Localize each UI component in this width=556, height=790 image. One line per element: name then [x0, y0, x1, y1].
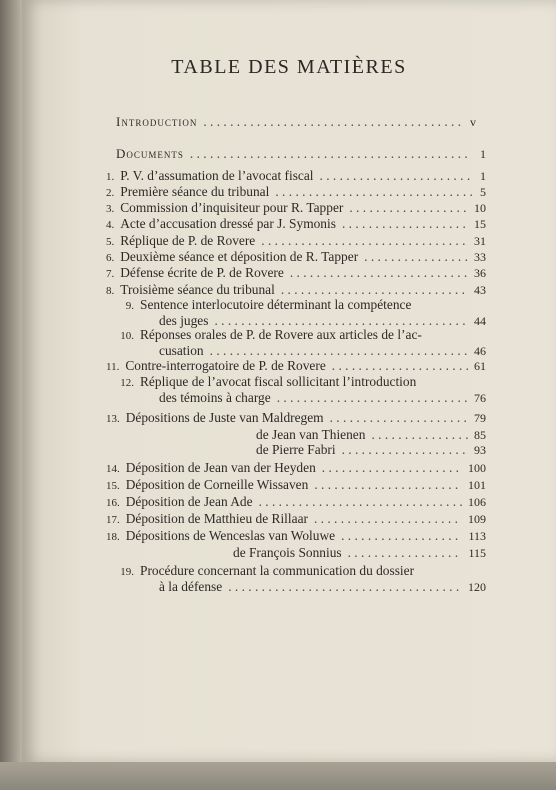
toc-label: Déposition de Jean van der Heyden	[125, 460, 316, 475]
toc-row	[106, 374, 486, 390]
toc-number: 5.	[106, 236, 115, 248]
toc-row	[106, 327, 486, 343]
toc-page: 106	[468, 495, 486, 509]
toc-row	[106, 233, 486, 249]
toc-label: Première séance du tribunal	[120, 184, 270, 199]
leader-dots	[341, 528, 462, 544]
leader-dots	[290, 265, 468, 281]
toc-row	[106, 410, 486, 426]
leader-dots	[349, 200, 468, 216]
toc-number: 15.	[106, 480, 120, 492]
toc-row	[106, 511, 486, 527]
toc-label: Déposition de Matthieu de Rillaar	[125, 511, 308, 526]
toc-number: 1.	[106, 171, 115, 183]
toc-row	[106, 528, 486, 544]
toc-label-continuation: des juges	[159, 313, 209, 328]
toc-label-continuation: cusation	[159, 343, 204, 358]
toc-page: 15	[474, 217, 486, 231]
toc-number: 11.	[106, 361, 120, 373]
toc-page: 10	[474, 201, 486, 215]
toc-number: 16.	[106, 497, 120, 509]
toc-number: 4.	[106, 219, 115, 231]
toc-row	[106, 563, 486, 579]
toc-row	[106, 282, 486, 298]
toc-row	[256, 427, 486, 443]
leader-dots	[203, 114, 462, 130]
toc-row-continuation	[159, 343, 486, 359]
leader-dots	[342, 442, 468, 458]
leader-dots	[320, 168, 474, 184]
toc-page: 1	[480, 147, 486, 161]
table-surface	[0, 762, 556, 790]
leader-dots	[275, 184, 474, 200]
toc-number: 6.	[106, 252, 115, 264]
toc-page: 101	[468, 478, 486, 492]
leader-dots	[281, 282, 468, 298]
toc-row-continuation	[159, 579, 486, 595]
toc-label: P. V. d’assumation de l’avocat fiscal	[120, 168, 314, 183]
toc-row	[256, 442, 486, 458]
toc-label: Sentence interlocutoire déterminant la compétence	[140, 297, 412, 312]
toc-number: 19.	[120, 566, 134, 578]
toc-row	[233, 545, 486, 561]
toc-label: Déposition de Corneille Wissaven	[125, 477, 309, 492]
toc-page: 85	[474, 428, 486, 442]
toc-row	[106, 265, 486, 281]
toc-label: Dépositions de Wenceslas van Woluwe	[125, 528, 336, 543]
toc-number: 2.	[106, 187, 115, 199]
toc-number: 13.	[106, 413, 120, 425]
toc-page: 113	[468, 529, 486, 543]
toc-label: de Jean van Thienen	[256, 427, 366, 442]
toc-page: 43	[474, 283, 486, 297]
toc-page: 33	[474, 250, 486, 264]
leader-dots	[371, 427, 468, 443]
toc-label: Documents	[116, 146, 184, 161]
leader-dots	[322, 460, 462, 476]
toc-label: Défense écrite de P. de Rovere	[120, 265, 284, 280]
leader-dots	[348, 545, 463, 561]
leader-dots	[190, 146, 472, 162]
toc-row	[106, 477, 486, 493]
toc-label: Deuxième séance et déposition de R. Tapper	[120, 249, 359, 264]
leader-dots	[314, 477, 462, 493]
toc-label: Troisième séance du tribunal	[120, 282, 275, 297]
toc-page: 1	[480, 169, 486, 183]
leader-dots	[261, 233, 468, 249]
toc-row-continuation	[159, 390, 486, 406]
toc-row	[106, 249, 486, 265]
toc-label: Déposition de Jean Ade	[125, 494, 253, 509]
toc-row	[106, 168, 486, 184]
toc-row-documents	[116, 146, 486, 162]
toc-number: 8.	[106, 285, 115, 297]
toc-page: v	[470, 115, 476, 129]
toc-label: Réponses orales de P. de Rovere aux articles de l’ac-	[140, 327, 422, 342]
book-spine	[0, 0, 22, 790]
leader-dots	[342, 216, 468, 232]
leader-dots	[210, 343, 468, 359]
toc-number: 3.	[106, 203, 115, 215]
toc-row-introduction	[116, 114, 476, 130]
toc-number: 14.	[106, 463, 120, 475]
toc-page: 31	[474, 234, 486, 248]
leader-dots	[259, 494, 462, 510]
toc-row	[106, 358, 486, 374]
toc-page: 109	[468, 512, 486, 526]
toc-label: Contre-interrogatoire de P. de Rovere	[125, 358, 326, 373]
toc-label: Acte d’accusation dressé par J. Symonis	[120, 216, 336, 231]
toc-row	[106, 184, 486, 200]
toc-page: 93	[474, 443, 486, 457]
toc-row	[106, 460, 486, 476]
toc-number: 7.	[106, 268, 115, 280]
toc-label: de Pierre Fabri	[256, 442, 336, 457]
toc-page: 115	[468, 546, 486, 560]
toc-page: 46	[474, 344, 486, 358]
toc-number: 10.	[120, 330, 134, 342]
toc-label-continuation: des témoins à charge	[159, 390, 271, 405]
page-title: TABLE DES MATIÈRES	[171, 56, 407, 78]
toc-page: 61	[474, 359, 486, 373]
toc-page: 76	[474, 391, 486, 405]
toc-number: 17.	[106, 514, 120, 526]
toc-row	[106, 200, 486, 216]
toc-label: Commission d’inquisiteur pour R. Tapper	[120, 200, 344, 215]
toc-label: Réplique de P. de Rovere	[120, 233, 256, 248]
toc-label: de François Sonnius	[233, 545, 342, 560]
toc-page: 79	[474, 411, 486, 425]
toc-label: Procédure concernant la communication du dossier	[140, 563, 415, 578]
leader-dots	[364, 249, 468, 265]
toc-page: 36	[474, 266, 486, 280]
toc-number: 12.	[120, 377, 134, 389]
toc-page: 44	[474, 314, 486, 328]
toc-label-continuation: à la défense	[159, 579, 223, 594]
toc-label: Introduction	[116, 114, 198, 129]
toc-label: Réplique de l’avocat fiscal sollicitant l’introduction	[140, 374, 417, 389]
toc-label: Dépositions de Juste van Maldregem	[125, 410, 324, 425]
toc-number: 9.	[125, 300, 134, 312]
toc-page: 5	[480, 185, 486, 199]
toc-page: 120	[468, 580, 486, 594]
leader-dots	[314, 511, 462, 527]
toc-page: 100	[468, 461, 486, 475]
toc-row	[106, 297, 486, 313]
toc-row	[106, 494, 486, 510]
toc-number: 18.	[106, 531, 120, 543]
toc-row	[106, 216, 486, 232]
leader-dots	[330, 410, 468, 426]
leader-dots	[332, 358, 468, 374]
leader-dots	[277, 390, 468, 406]
leader-dots	[228, 579, 462, 595]
